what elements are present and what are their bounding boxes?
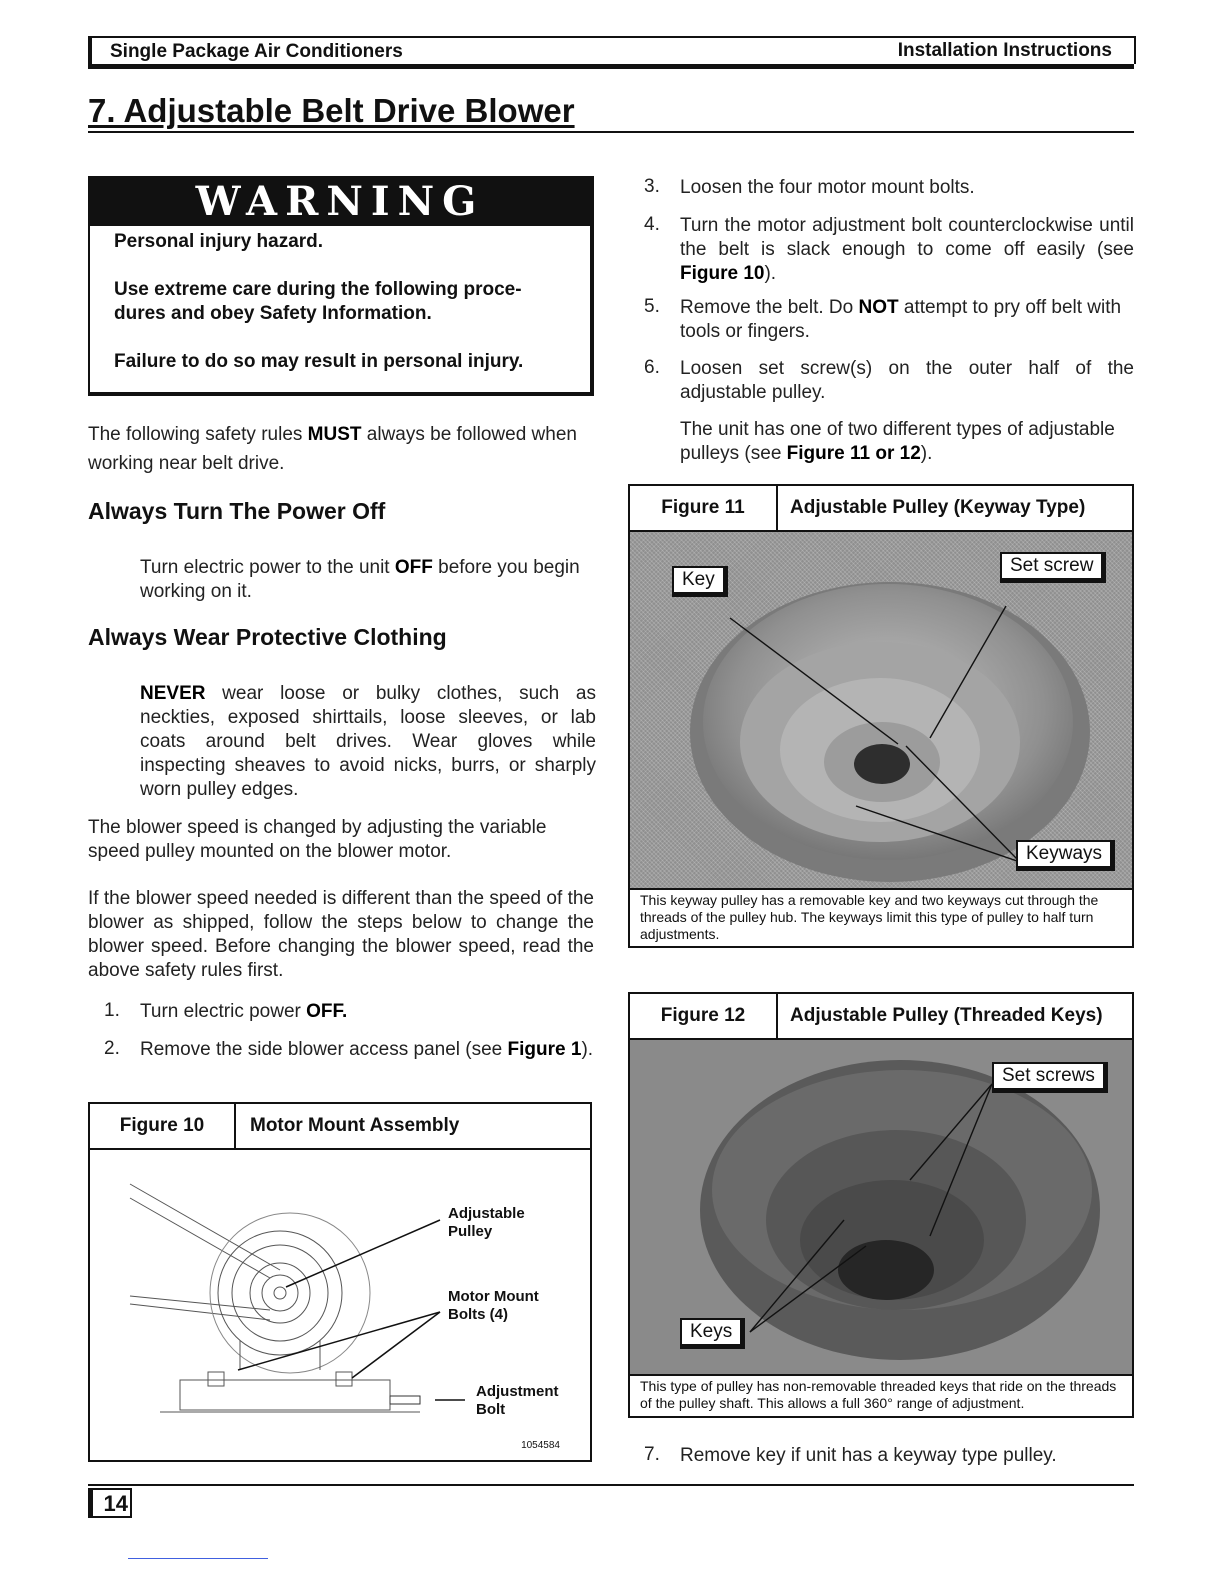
figure-12-number: Figure 12 (630, 994, 778, 1038)
figure-10-title: Motor Mount Assembly (250, 1115, 460, 1136)
step-2-number: 2. (104, 1038, 120, 1059)
warning-line-2: Use extreme care during the following proce- dures and obey Safety Information. (114, 279, 522, 324)
heading-power-off: Always Turn The Power Off (88, 498, 386, 524)
step-6-text: Loosen set screw(s) on the outer half of the adjustable pulley. (680, 358, 1134, 403)
footer-rule (88, 1484, 1134, 1486)
figure-11 (628, 484, 1134, 948)
figure-12-photo (630, 1040, 1132, 1374)
different-speed-paragraph: If the blower speed needed is different than the speed of the blower as shipped, follow the steps below to change the blower speed. Before changing the blower speed, read the above safety rules first. (88, 888, 594, 981)
figure-11-title: Adjustable Pulley (Keyway Type) (790, 497, 1086, 518)
motor-mount-diagram (90, 1150, 590, 1458)
intro-paragraph: The following safety rules MUST always be followed when working near belt drive. (88, 424, 577, 474)
label-adjustable-pulley-2: Pulley (448, 1223, 493, 1240)
step-6-note: The unit has one of two different types of adjustable pulleys (see Figure 11 or 12). (680, 419, 1115, 464)
protective-clothing-paragraph: NEVER wear loose or bulky clothes, such as neckties, exposed shirttails, loose sleeves, or lab coats around belt drives. Wear gloves while inspecting sheaves to avoid nicks, burrs, or sharply worn pulley edges. (140, 683, 596, 800)
speed-paragraph: The blower speed is changed by adjusting the variable speed pulley mounted on the blower motor. (88, 817, 547, 862)
step-1-text: Turn electric power OFF. (140, 1001, 348, 1022)
step-2-text: Remove the side blower access panel (see Figure 1). (140, 1039, 594, 1060)
label-adjustable-pulley-1: Adjustable (448, 1205, 525, 1222)
label-adjustment-2: Bolt (476, 1401, 506, 1418)
warning-box (88, 176, 594, 396)
figure-10-number: Figure 10 (90, 1104, 236, 1148)
step-7-text: Remove key if unit has a keyway type pulley. (680, 1445, 1057, 1466)
step-5-number: 5. (644, 296, 660, 317)
header-left: Single Package Air Conditioners (110, 41, 403, 62)
page-title: 7. Adjustable Belt Drive Blower (88, 92, 1134, 133)
callout-set-screws: Set screws (992, 1062, 1108, 1093)
warning-heading: WARNING (90, 178, 590, 226)
figure-11-caption: This keyway pulley has a removable key and two keyways cut through the threads of the pulley hub. The keyways limit this type of pulley to half turn adjustments. (630, 888, 1132, 945)
step-5-text: Remove the belt. Do NOT attempt to pry off belt with tools or fingers. (680, 297, 1122, 342)
step-3-text: Loosen the four motor mount bolts. (680, 177, 975, 198)
figure-11-header (630, 486, 1132, 532)
blue-link-line (128, 1558, 268, 1559)
figure-12 (628, 992, 1134, 1418)
callout-keyways: Keyways (1016, 840, 1115, 871)
figure-11-number: Figure 11 (630, 486, 778, 530)
power-off-paragraph: Turn electric power to the unit OFF before you begin working on it. (140, 557, 580, 602)
step-6-number: 6. (644, 357, 660, 378)
label-adjustment-1: Adjustment (476, 1383, 559, 1400)
page-number: 14 (88, 1488, 132, 1518)
warning-line-1: Personal injury hazard. (114, 231, 324, 252)
figure-11-photo (630, 532, 1132, 888)
label-motor-mount-2: Bolts (4) (448, 1306, 508, 1323)
step-3-number: 3. (644, 176, 660, 197)
header-rule (88, 64, 1134, 69)
figure-12-header (630, 994, 1132, 1040)
figure-12-title: Adjustable Pulley (Threaded Keys) (790, 1005, 1103, 1026)
header-right: Installation Instructions (897, 40, 1112, 61)
heading-protective-clothing: Always Wear Protective Clothing (88, 624, 447, 650)
step-4-text: Turn the motor adjustment bolt counterclockwise until the belt is slack enough to come off easily (see Figure 10). (680, 215, 1134, 284)
figure-10-code: 1054584 (521, 1440, 560, 1451)
page-header (88, 36, 1136, 64)
callout-keys: Keys (680, 1318, 745, 1349)
label-motor-mount-1: Motor Mount (448, 1288, 539, 1305)
step-4-number: 4. (644, 214, 660, 235)
callout-set-screw: Set screw (1000, 552, 1106, 583)
step-1-number: 1. (104, 1000, 120, 1021)
warning-line-3: Failure to do so may result in personal injury. (114, 351, 524, 372)
step-7-number: 7. (644, 1444, 660, 1465)
figure-12-caption: This type of pulley has non-removable threaded keys that ride on the threads of the pulley shaft. This allows a full 360° range of adjustment. (630, 1374, 1132, 1414)
figure-10-header (90, 1104, 590, 1150)
callout-key: Key (672, 566, 728, 597)
figure-10 (88, 1102, 592, 1462)
